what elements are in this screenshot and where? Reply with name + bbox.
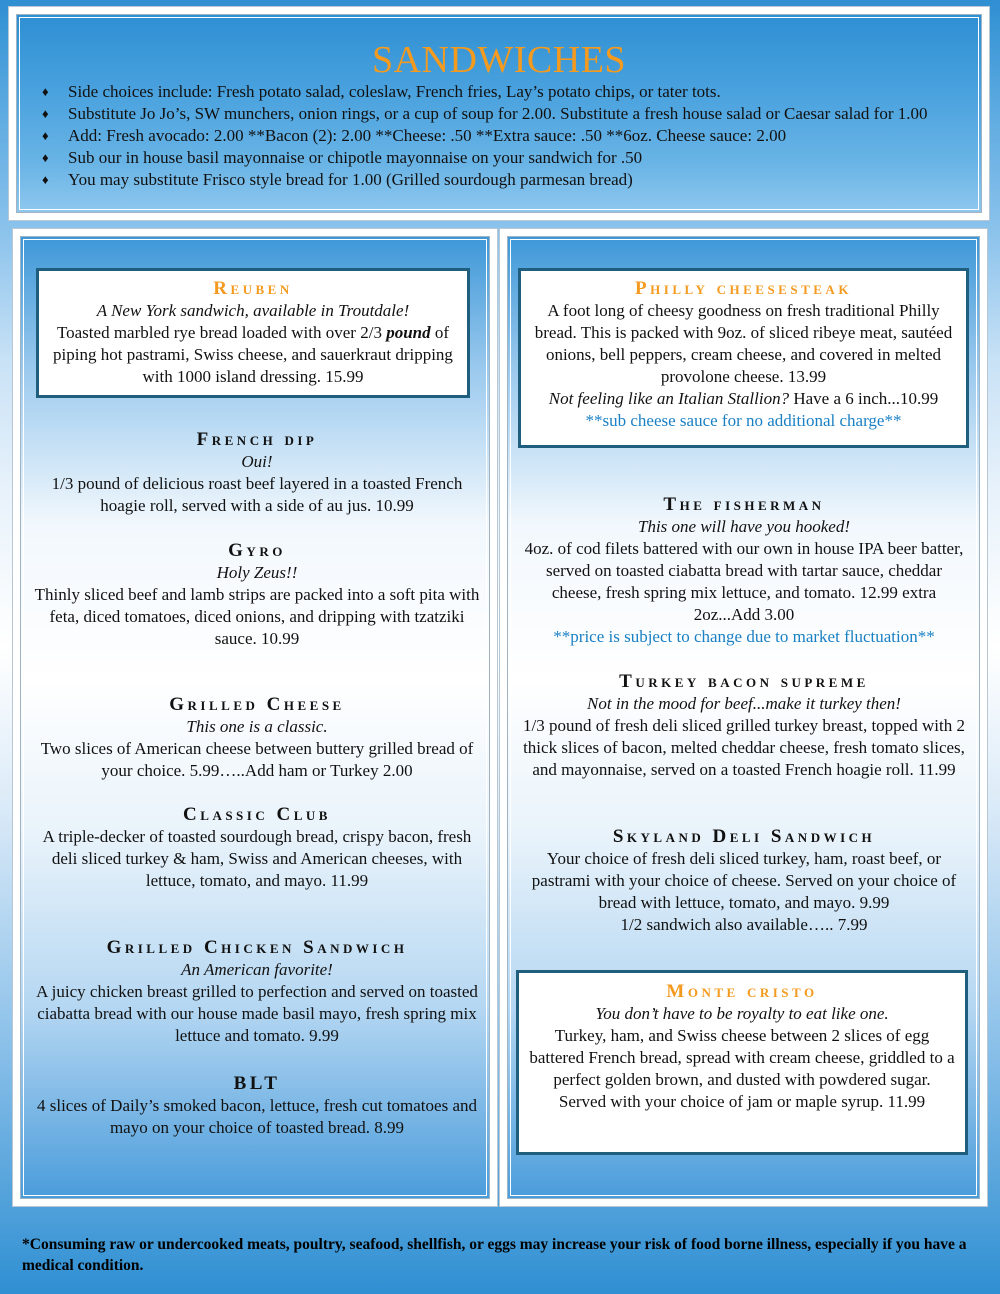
reuben-item (45, 278, 461, 388)
item-name: Gyro (228, 540, 286, 561)
item-description: Two slices of American cheese between buttery grilled bread of your choice. 5.99…..Add ham or Turkey 2.00 (40, 739, 474, 780)
item-description: Toasted marbled rye bread loaded with over 2/3 pound of piping hot pastrami, Swiss cheese, and sauerkraut dripping with 1000 island dressing. 15.99 (53, 323, 453, 386)
gyro-item (34, 540, 480, 650)
fisherman-item (520, 494, 968, 648)
header-panel (9, 7, 989, 220)
item-description: A juicy chicken breast grilled to perfection and served on toasted ciabatta bread with our house made basil mayo, fresh spring mix lettuce and tomato. 9.99 (36, 982, 478, 1045)
diamond-bullet-icon: ♦ (42, 128, 49, 143)
item-name: Reuben (213, 278, 293, 299)
item-tagline: Oui! (241, 452, 273, 471)
item-description: 4oz. of cod filets battered with our own in house IPA beer batter, served on toasted ciabatta bread with tartar sauce, cheddar cheese, fresh spring mix lettuce, and tomato. 12.99 extra 2oz...Add 3.00 (524, 539, 964, 624)
item-name: Grilled Cheese (169, 694, 345, 715)
item-tagline: An American favorite! (181, 960, 333, 979)
item-tagline: A New York sandwich, available in Troutdale! (96, 301, 410, 320)
philly-box (518, 268, 969, 448)
diamond-bullet-icon: ♦ (42, 84, 49, 99)
item-description: A triple-decker of toasted sourdough bread, crispy bacon, fresh deli sliced turkey & ham, Swiss and American cheeses, with lettuce, tomato, and mayo. 11.99 (42, 827, 472, 890)
page-title: SANDWICHES (371, 39, 627, 81)
grilled-cheese-item (34, 694, 480, 782)
side-options-list (34, 81, 982, 191)
turkey-bacon-item (520, 671, 968, 781)
item-tagline: This one will have you hooked! (638, 517, 850, 536)
item-tagline: You don’t have to be royalty to eat like one. (595, 1004, 889, 1023)
item-name: Classic Club (183, 804, 331, 825)
item-description: 1/3 pound of delicious roast beef layered in a toasted French hoagie roll, served with a side of au jus. 10.99 (51, 474, 463, 515)
list-item: ♦ You may substitute Frisco style bread for 1.00 (Grilled sourdough parmesan bread) (42, 170, 633, 189)
item-upsell: Not feeling like an Italian Stallion? Have a 6 inch...10.99 (548, 389, 939, 408)
diamond-bullet-icon: ♦ (42, 106, 49, 121)
diamond-bullet-icon: ♦ (42, 172, 49, 187)
item-half-option: 1/2 sandwich also available….. 7.99 (620, 915, 868, 934)
item-tagline: This one is a classic. (186, 717, 328, 736)
list-item: ♦ Sub our in house basil mayonnaise or chipotle mayonnaise on your sandwich for .50 (42, 148, 643, 167)
item-note: **sub cheese sauce for no additional charge** (585, 411, 902, 430)
grilled-chicken-item (30, 937, 484, 1047)
item-description: 1/3 pound of fresh deli sliced grilled turkey breast, topped with 2 thick slices of bacon, melted cheddar cheese, fresh tomato slices, and mayonnaise, served on a toasted French hoagie roll. 11.99 (523, 716, 965, 779)
classic-club-item (30, 804, 484, 892)
monte-cristo-box (516, 970, 968, 1155)
list-item: ♦ Substitute Jo Jo’s, SW munchers, onion rings, or a cup of soup for 2.00. Substitute a fresh house salad or Caesar salad for 1.00 (42, 104, 928, 123)
item-tagline: Holy Zeus!! (216, 563, 298, 582)
item-name: BLT (233, 1073, 281, 1094)
item-description: Your choice of fresh deli sliced turkey, ham, roast beef, or pastrami with your choice of cheese. Served on your choice of bread with lettuce, tomato, and mayo. 9.99 (531, 849, 957, 912)
french-dip-item (34, 429, 480, 517)
item-description: 4 slices of Daily’s smoked bacon, lettuce, fresh cut tomatoes and mayo on your choice of toasted bread. 8.99 (37, 1096, 477, 1137)
list-item: ♦ Add: Fresh avocado: 2.00 **Bacon (2): 2.00 **Cheese: .50 **Extra sauce: .50 **6oz. Cheese sauce: 2.00 (42, 126, 787, 145)
item-name: Skyland Deli Sandwich (612, 826, 876, 847)
item-description: Thinly sliced beef and lamb strips are packed into a soft pita with feta, diced tomatoes, diced onions, and dripping with tzatziki sauce. 10.99 (34, 585, 480, 648)
item-description: A foot long of cheesy goodness on fresh traditional Philly bread. This is packed with 9oz. of sliced ribeye meat, sautéed onions, bell peppers, cream cheese, and covered in melted provolone cheese. 13.99 (534, 301, 953, 386)
item-name: Philly cheesesteak (635, 278, 852, 299)
item-description: Turkey, ham, and Swiss cheese between 2 slices of egg battered French bread, spread with cream cheese, griddled to a perfect golden brown, and dusted with powdered sugar. Served with your choice of jam or maple syrup. 11.99 (529, 1026, 955, 1111)
item-name: The fisherman (663, 494, 825, 515)
item-note: **price is subject to change due to market fluctuation** (553, 627, 935, 646)
item-name: Grilled Chicken Sandwich (106, 937, 408, 958)
item-name: French dip (196, 429, 318, 450)
reuben-box (36, 268, 470, 398)
list-item: ♦ Side choices include: Fresh potato salad, coleslaw, French fries, Lay’s potato chips, or tater tots. (42, 82, 721, 101)
item-name: Monte cristo (666, 981, 818, 1002)
philly-item (527, 278, 960, 432)
monte-cristo-item (529, 981, 955, 1113)
diamond-bullet-icon: ♦ (42, 150, 49, 165)
skyland-item (516, 826, 972, 936)
food-safety-disclaimer: *Consuming raw or undercooked meats, poultry, seafood, shellfish, or eggs may increase your risk of food borne illness, especially if you have a medical condition. (22, 1236, 967, 1274)
item-tagline: Not in the mood for beef...make it turkey then! (587, 694, 901, 713)
item-name: Turkey bacon supreme (619, 671, 869, 692)
blt-item (30, 1073, 484, 1139)
